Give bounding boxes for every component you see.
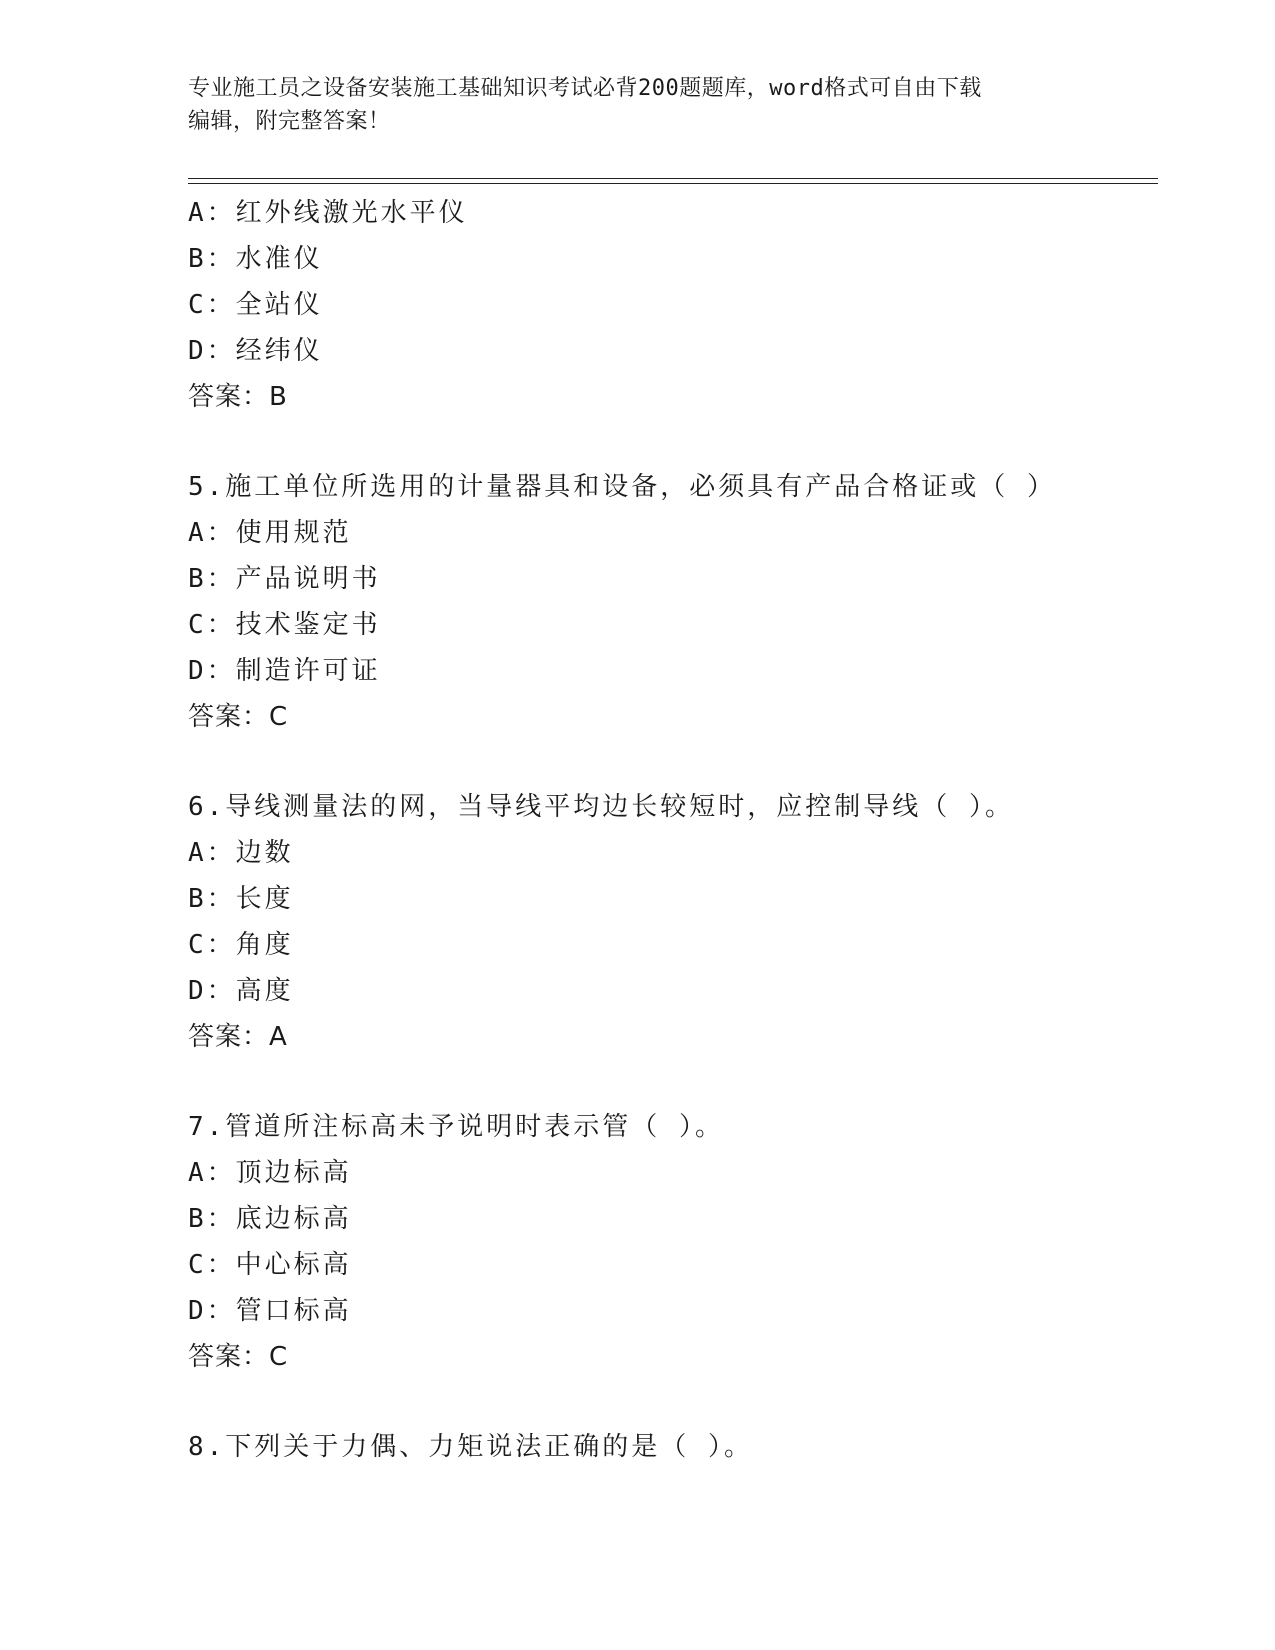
document-header xyxy=(188,72,1088,138)
option-d: D：管口标高 xyxy=(188,1296,352,1326)
header-rule-top xyxy=(188,178,1158,179)
question-text: 8.下列关于力偶、力矩说法正确的是（ ）。 xyxy=(188,1432,753,1462)
option-c: C：技术鉴定书 xyxy=(188,610,381,640)
option-b: B：产品说明书 xyxy=(188,564,381,594)
question-text: 7.管道所注标高未予说明时表示管（ ）。 xyxy=(188,1112,724,1142)
option-b: B：长度 xyxy=(188,884,294,914)
answer-line: 答案：B xyxy=(188,382,288,412)
option-a: A：顶边标高 xyxy=(188,1158,352,1188)
answer-line: 答案：C xyxy=(188,702,289,732)
question-text: 6.导线测量法的网，当导线平均边长较短时，应控制导线（ ）。 xyxy=(188,792,1014,822)
option-c: C：全站仪 xyxy=(188,290,323,320)
option-c: C：角度 xyxy=(188,930,294,960)
option-c: C：中心标高 xyxy=(188,1250,352,1280)
option-a: A：红外线激光水平仪 xyxy=(188,198,468,228)
question-list xyxy=(188,190,1188,1470)
option-a: A：使用规范 xyxy=(188,518,352,548)
header-rule-bottom xyxy=(188,183,1158,184)
question-block-7 xyxy=(188,1104,1188,1380)
question-block-4 xyxy=(188,190,1188,420)
answer-line: 答案：C xyxy=(188,1342,289,1372)
header-line-2: 编辑，附完整答案！ xyxy=(188,109,391,134)
option-b: B：底边标高 xyxy=(188,1204,352,1234)
header-line-1: 专业施工员之设备安装施工基础知识考试必背200题题库，word格式可自由下载 xyxy=(188,76,982,101)
option-d: D：制造许可证 xyxy=(188,656,381,686)
question-block-5 xyxy=(188,464,1188,740)
option-a: A：边数 xyxy=(188,838,294,868)
option-d: D：高度 xyxy=(188,976,294,1006)
question-block-6 xyxy=(188,784,1188,1060)
option-d: D：经纬仪 xyxy=(188,336,323,366)
question-block-8 xyxy=(188,1424,1188,1470)
question-text: 5.施工单位所选用的计量器具和设备，必须具有产品合格证或（ ） xyxy=(188,472,1056,502)
option-b: B：水准仪 xyxy=(188,244,323,274)
answer-line: 答案：A xyxy=(188,1022,288,1052)
